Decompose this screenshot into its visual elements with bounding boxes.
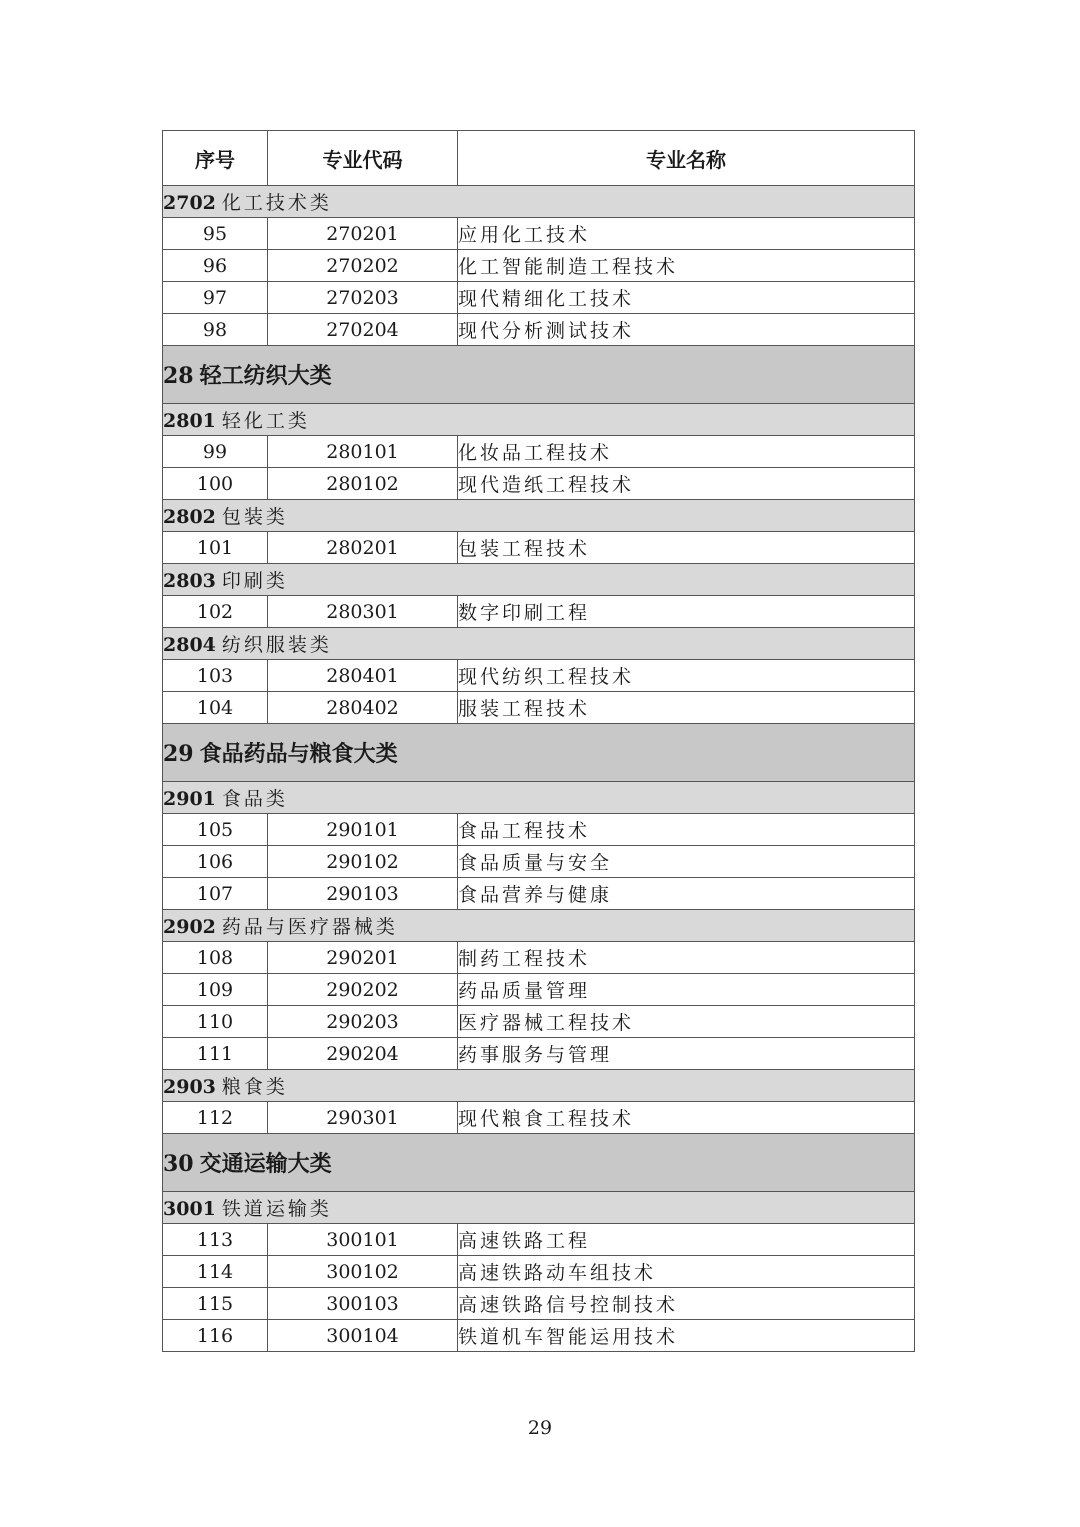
sub-category-row <box>163 564 915 596</box>
table-row <box>163 314 915 346</box>
serial-number-cell: 104 <box>163 692 268 724</box>
sub-category-row <box>163 910 915 942</box>
serial-number-cell: 101 <box>163 532 268 564</box>
serial-number-cell: 115 <box>163 1288 268 1320</box>
major-category-cell <box>163 346 915 404</box>
sub-category-row <box>163 1192 915 1224</box>
serial-number-cell: 114 <box>163 1256 268 1288</box>
table-body <box>163 186 915 1352</box>
major-code-cell: 270201 <box>268 218 458 250</box>
sub-category-code: 2901 <box>163 788 216 810</box>
sub-category-code: 2803 <box>163 570 216 592</box>
table-row <box>163 1102 915 1134</box>
major-category-row <box>163 346 915 404</box>
major-category-code: 29 <box>163 741 194 767</box>
major-name-cell: 化工智能制造工程技术 <box>458 250 915 282</box>
sub-category-cell <box>163 1192 915 1224</box>
serial-number-cell: 96 <box>163 250 268 282</box>
major-name-cell: 药事服务与管理 <box>458 1038 915 1070</box>
major-code-cell: 280102 <box>268 468 458 500</box>
serial-number-cell: 110 <box>163 1006 268 1038</box>
major-code-cell: 270202 <box>268 250 458 282</box>
table-row <box>163 436 915 468</box>
sub-category-cell <box>163 404 915 436</box>
sub-category-name: 食品类 <box>221 788 288 810</box>
major-name-cell: 现代分析测试技术 <box>458 314 915 346</box>
sub-category-cell <box>163 628 915 660</box>
sub-category-code: 3001 <box>163 1198 216 1220</box>
sub-category-row <box>163 1070 915 1102</box>
sub-category-name: 包装类 <box>221 506 288 528</box>
sub-category-cell <box>163 186 915 218</box>
serial-number-cell: 100 <box>163 468 268 500</box>
serial-number-cell: 106 <box>163 846 268 878</box>
sub-category-cell <box>163 564 915 596</box>
table-row <box>163 218 915 250</box>
table-row <box>163 1038 915 1070</box>
major-code-cell: 270203 <box>268 282 458 314</box>
major-name-cell: 现代造纸工程技术 <box>458 468 915 500</box>
serial-number-cell: 102 <box>163 596 268 628</box>
major-name-cell: 药品质量管理 <box>458 974 915 1006</box>
major-code-cell: 290204 <box>268 1038 458 1070</box>
major-code-cell: 290102 <box>268 846 458 878</box>
sub-category-row <box>163 628 915 660</box>
sub-category-code: 2903 <box>163 1076 216 1098</box>
sub-category-name: 化工技术类 <box>221 192 332 214</box>
major-code-cell: 290203 <box>268 1006 458 1038</box>
sub-category-code: 2902 <box>163 916 216 938</box>
table-row <box>163 974 915 1006</box>
major-category-name: 交通运输大类 <box>199 1152 332 1177</box>
table-row <box>163 1320 915 1352</box>
major-name-cell: 应用化工技术 <box>458 218 915 250</box>
sub-category-cell <box>163 500 915 532</box>
serial-number-cell: 103 <box>163 660 268 692</box>
major-code-cell: 280301 <box>268 596 458 628</box>
sub-category-code: 2804 <box>163 634 216 656</box>
major-name-cell: 服装工程技术 <box>458 692 915 724</box>
major-code-cell: 280201 <box>268 532 458 564</box>
serial-number-cell: 111 <box>163 1038 268 1070</box>
serial-number-cell: 116 <box>163 1320 268 1352</box>
major-code-cell: 300104 <box>268 1320 458 1352</box>
major-code-cell: 290301 <box>268 1102 458 1134</box>
sub-category-cell <box>163 910 915 942</box>
major-code-cell: 280101 <box>268 436 458 468</box>
table-row <box>163 942 915 974</box>
table-row <box>163 878 915 910</box>
major-name-cell: 制药工程技术 <box>458 942 915 974</box>
serial-number-cell: 98 <box>163 314 268 346</box>
sub-category-code: 2801 <box>163 410 216 432</box>
sub-category-name: 铁道运输类 <box>221 1198 332 1220</box>
table-row <box>163 846 915 878</box>
major-code-cell: 290202 <box>268 974 458 1006</box>
page-number: 29 <box>527 1417 553 1439</box>
major-name-cell: 高速铁路工程 <box>458 1224 915 1256</box>
sub-category-row <box>163 404 915 436</box>
serial-number-cell: 99 <box>163 436 268 468</box>
serial-number-cell: 113 <box>163 1224 268 1256</box>
major-name-cell: 食品质量与安全 <box>458 846 915 878</box>
sub-category-cell <box>163 1070 915 1102</box>
major-name-cell: 医疗器械工程技术 <box>458 1006 915 1038</box>
major-category-row <box>163 1134 915 1192</box>
major-name-cell: 现代纺织工程技术 <box>458 660 915 692</box>
major-category-name: 食品药品与粮食大类 <box>199 742 398 767</box>
table-row <box>163 1006 915 1038</box>
major-code-cell: 280402 <box>268 692 458 724</box>
header-major-name: 专业名称 <box>458 131 915 186</box>
major-code-cell: 300101 <box>268 1224 458 1256</box>
header-major-code: 专业代码 <box>268 131 458 186</box>
serial-number-cell: 107 <box>163 878 268 910</box>
table-row <box>163 1288 915 1320</box>
sub-category-name: 粮食类 <box>221 1076 288 1098</box>
table-row <box>163 532 915 564</box>
table-row <box>163 468 915 500</box>
major-code-cell: 290103 <box>268 878 458 910</box>
major-code-cell: 270204 <box>268 314 458 346</box>
sub-category-code: 2802 <box>163 506 216 528</box>
major-name-cell: 高速铁路动车组技术 <box>458 1256 915 1288</box>
major-name-cell: 食品工程技术 <box>458 814 915 846</box>
major-name-cell: 现代粮食工程技术 <box>458 1102 915 1134</box>
major-category-cell <box>163 1134 915 1192</box>
major-name-cell: 化妆品工程技术 <box>458 436 915 468</box>
major-category-name: 轻工纺织大类 <box>199 364 332 389</box>
major-code-cell: 280401 <box>268 660 458 692</box>
majors-table <box>162 130 915 1352</box>
serial-number-cell: 95 <box>163 218 268 250</box>
serial-number-cell: 105 <box>163 814 268 846</box>
serial-number-cell: 97 <box>163 282 268 314</box>
table-row <box>163 596 915 628</box>
header-serial-number: 序号 <box>163 131 268 186</box>
table-row <box>163 1256 915 1288</box>
major-name-cell: 包装工程技术 <box>458 532 915 564</box>
sub-category-name: 纺织服装类 <box>221 634 332 656</box>
table-row <box>163 660 915 692</box>
sub-category-code: 2702 <box>163 192 216 214</box>
major-category-cell <box>163 724 915 782</box>
serial-number-cell: 108 <box>163 942 268 974</box>
sub-category-name: 轻化工类 <box>221 410 310 432</box>
sub-category-cell <box>163 782 915 814</box>
sub-category-name: 印刷类 <box>221 570 288 592</box>
table-row <box>163 692 915 724</box>
sub-category-name: 药品与医疗器械类 <box>221 916 398 938</box>
table-row <box>163 814 915 846</box>
serial-number-cell: 109 <box>163 974 268 1006</box>
table-header-row <box>163 131 915 186</box>
major-category-row <box>163 724 915 782</box>
sub-category-row <box>163 500 915 532</box>
table-row <box>163 282 915 314</box>
major-name-cell: 现代精细化工技术 <box>458 282 915 314</box>
major-name-cell: 铁道机车智能运用技术 <box>458 1320 915 1352</box>
major-code-cell: 300103 <box>268 1288 458 1320</box>
major-category-code: 30 <box>163 1151 194 1177</box>
major-code-cell: 290101 <box>268 814 458 846</box>
major-category-code: 28 <box>163 363 194 389</box>
major-name-cell: 高速铁路信号控制技术 <box>458 1288 915 1320</box>
serial-number-cell: 112 <box>163 1102 268 1134</box>
table-row <box>163 250 915 282</box>
sub-category-row <box>163 186 915 218</box>
major-code-cell: 290201 <box>268 942 458 974</box>
major-code-cell: 300102 <box>268 1256 458 1288</box>
major-name-cell: 食品营养与健康 <box>458 878 915 910</box>
sub-category-row <box>163 782 915 814</box>
major-name-cell: 数字印刷工程 <box>458 596 915 628</box>
table-row <box>163 1224 915 1256</box>
